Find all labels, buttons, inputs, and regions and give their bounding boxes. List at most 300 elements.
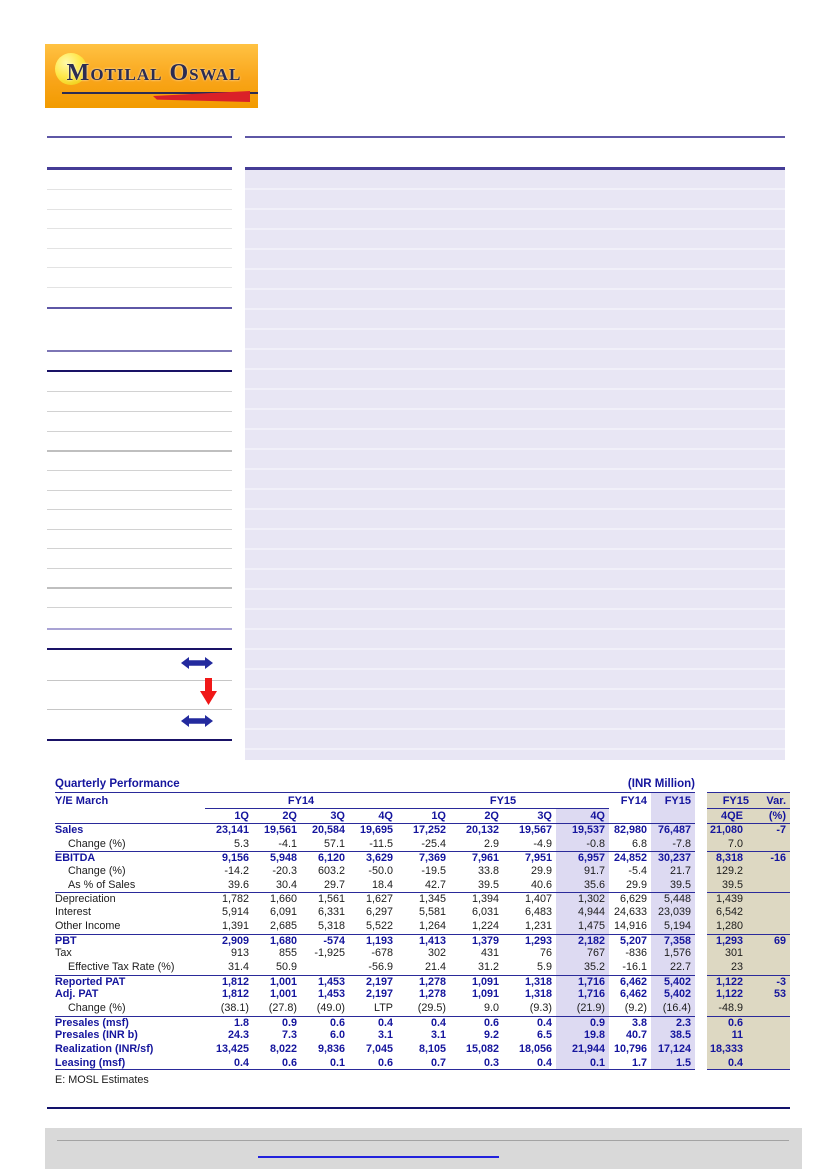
table-cell: 1,280 bbox=[707, 920, 753, 934]
table-cell: 0.4 bbox=[397, 1016, 450, 1030]
table-row bbox=[55, 838, 790, 852]
table-cell: 17,124 bbox=[651, 1043, 695, 1057]
table-cell: -3 bbox=[753, 975, 790, 989]
rule-line bbox=[707, 777, 790, 793]
column-gap bbox=[695, 824, 707, 838]
table-cell: 5,194 bbox=[651, 920, 695, 934]
table-cell: (9.3) bbox=[529, 1001, 552, 1014]
rule-line bbox=[47, 228, 232, 229]
table-cell bbox=[753, 1029, 790, 1043]
fy15-group-header: FY15 bbox=[397, 793, 609, 809]
table-cell bbox=[55, 809, 205, 824]
column-gap bbox=[695, 1002, 707, 1016]
table-cell: 22.7 bbox=[651, 961, 695, 975]
table-cell: 5,402 bbox=[651, 988, 695, 1002]
column-gap bbox=[695, 1043, 707, 1057]
table-cell: 19,537 bbox=[556, 824, 609, 838]
table-cell bbox=[753, 1057, 790, 1071]
rule-line bbox=[47, 509, 232, 510]
table-cell: 24,633 bbox=[613, 906, 647, 919]
table-cell: 1,091 bbox=[471, 988, 499, 1001]
table-cell: 1,091 bbox=[450, 975, 503, 989]
table-cell: 0.6 bbox=[450, 1016, 503, 1030]
table-cell: 19,561 bbox=[263, 824, 297, 836]
quarterly-performance-table bbox=[55, 777, 790, 1070]
table-cell: 13,425 bbox=[215, 1043, 249, 1055]
column-gap bbox=[695, 879, 707, 893]
column-gap bbox=[695, 906, 707, 920]
table-cell: 50.9 bbox=[275, 960, 297, 973]
table-cell: 24.3 bbox=[227, 1029, 249, 1042]
table-cell: 39.5 bbox=[651, 879, 695, 893]
table-cell: 42.7 bbox=[424, 878, 446, 891]
rule-line bbox=[47, 568, 232, 569]
table-cell: 9,836 bbox=[317, 1043, 345, 1055]
table-cell: 15,082 bbox=[465, 1043, 499, 1055]
table-row bbox=[55, 1002, 790, 1016]
rule-line bbox=[47, 136, 232, 138]
table-cell: 10,796 bbox=[613, 1043, 647, 1055]
row-label: Change (%) bbox=[68, 865, 126, 878]
table-cell: 855 bbox=[278, 947, 297, 960]
column-gap bbox=[695, 988, 707, 1002]
table-cell: 69 bbox=[753, 934, 790, 948]
table-cell: 1,716 bbox=[556, 975, 609, 989]
table-cell bbox=[753, 906, 790, 920]
row-label: Depreciation bbox=[55, 892, 205, 906]
table-cell: 913 bbox=[230, 947, 249, 960]
table-cell: 18.4 bbox=[371, 878, 393, 891]
row-label: PBT bbox=[55, 934, 205, 948]
table-cell: 1,293 bbox=[503, 934, 556, 948]
table-cell bbox=[301, 961, 349, 975]
table-cell: 6,297 bbox=[365, 906, 393, 919]
table-cell: 1,453 bbox=[317, 988, 345, 1001]
table-cell: 19,695 bbox=[359, 824, 393, 836]
table-row bbox=[55, 961, 790, 975]
table-cell: 302 bbox=[427, 947, 446, 960]
table-cell: 29.7 bbox=[323, 878, 345, 891]
table-cell: 39.6 bbox=[227, 878, 249, 891]
table-cell: 0.9 bbox=[253, 1016, 301, 1030]
table-cell: 9.0 bbox=[483, 1001, 499, 1014]
table-cell: 3.1 bbox=[377, 1029, 393, 1042]
table-cell: 5,914 bbox=[221, 906, 249, 919]
table-cell: 9.2 bbox=[483, 1029, 499, 1042]
table-cell: 1,812 bbox=[205, 975, 253, 989]
table-cell: (27.8) bbox=[268, 1001, 297, 1014]
rule-line bbox=[47, 431, 232, 432]
table-cell bbox=[753, 961, 790, 975]
table-cell: 2,685 bbox=[269, 919, 297, 932]
table-cell: -836 bbox=[625, 947, 647, 960]
column-header: 2Q bbox=[450, 809, 503, 824]
motilal-oswal-logo bbox=[45, 44, 258, 108]
table-cell: -19.5 bbox=[421, 865, 446, 878]
row-label: Presales (INR b) bbox=[55, 1029, 138, 1042]
table-cell: 1,224 bbox=[471, 919, 499, 932]
table-cell bbox=[753, 865, 790, 879]
table-cell: 2,909 bbox=[205, 934, 253, 948]
table-cell: 2,197 bbox=[349, 975, 397, 989]
rule-line bbox=[47, 267, 232, 268]
table-cell: 301 bbox=[707, 947, 753, 961]
table-cell: 3,629 bbox=[349, 851, 397, 865]
row-label: Tax bbox=[55, 947, 72, 960]
table-row bbox=[55, 1016, 790, 1030]
rule-line bbox=[47, 209, 232, 210]
table-cell: 1,379 bbox=[450, 934, 503, 948]
table-cell: 1,264 bbox=[418, 919, 446, 932]
table-cell: 431 bbox=[480, 947, 499, 960]
table-title-row bbox=[55, 777, 790, 793]
table-cell: 1,716 bbox=[556, 988, 609, 1002]
table-cell: 0.6 bbox=[707, 1016, 753, 1030]
table-cell: 6,091 bbox=[269, 906, 297, 919]
table-cell: 31.4 bbox=[227, 960, 249, 973]
rule-line bbox=[47, 529, 232, 530]
table-cell: 6,462 bbox=[609, 975, 651, 989]
table-cell: 1,231 bbox=[524, 919, 552, 932]
footer-link-underline[interactable] bbox=[258, 1156, 499, 1158]
table-cell: 21.4 bbox=[424, 960, 446, 973]
table-cell: 7,045 bbox=[365, 1043, 393, 1055]
table-cell: 30,237 bbox=[651, 851, 695, 865]
table-cell: 21.7 bbox=[651, 865, 695, 879]
table-row bbox=[55, 1043, 790, 1057]
table-cell: 1,001 bbox=[253, 975, 301, 989]
table-cell: 1,122 bbox=[707, 988, 753, 1002]
table-cell: 6.0 bbox=[329, 1029, 345, 1042]
table-cell: 0.9 bbox=[556, 1016, 609, 1030]
table-row bbox=[55, 879, 790, 893]
fy15-annual-header: FY15 bbox=[651, 793, 695, 809]
table-cell: 6,629 bbox=[609, 892, 651, 906]
table-cell: 76,487 bbox=[651, 824, 695, 838]
table-cell: (49.0) bbox=[316, 1001, 345, 1014]
table-cell: (21.9) bbox=[556, 1002, 609, 1016]
table-cell: 8,022 bbox=[269, 1043, 297, 1055]
chart-area-placeholder bbox=[245, 167, 785, 760]
rule-line bbox=[47, 248, 232, 249]
table-cell: 7,358 bbox=[651, 934, 695, 948]
table-row bbox=[55, 975, 790, 989]
table-cell bbox=[753, 879, 790, 893]
column-gap bbox=[695, 777, 707, 793]
column-gap bbox=[695, 1029, 707, 1043]
table-cell: 5,522 bbox=[365, 919, 393, 932]
table-cell: 33.8 bbox=[477, 865, 499, 878]
table-row bbox=[55, 906, 790, 920]
table-cell: 39.5 bbox=[477, 878, 499, 891]
row-label: Presales (msf) bbox=[55, 1016, 205, 1030]
table-cell: 6,483 bbox=[524, 906, 552, 919]
column-header: 1Q bbox=[397, 809, 450, 824]
column-gap bbox=[695, 1057, 707, 1071]
table-cell: 1,576 bbox=[651, 947, 695, 961]
table-cell: 35.6 bbox=[556, 879, 609, 893]
rule-line bbox=[47, 189, 232, 190]
rule-line bbox=[47, 548, 232, 549]
table-cell: 2.3 bbox=[651, 1016, 695, 1030]
column-gap bbox=[695, 920, 707, 934]
table-cell: 1.8 bbox=[205, 1016, 253, 1030]
table-cell: 17,252 bbox=[412, 824, 446, 836]
table-cell: 40.7 bbox=[625, 1029, 647, 1042]
table-cell: 76 bbox=[539, 947, 552, 960]
variance-header: Var. bbox=[753, 793, 790, 809]
table-cell: 19,567 bbox=[518, 824, 552, 836]
table-cell: 0.3 bbox=[450, 1057, 503, 1071]
column-gap bbox=[695, 975, 707, 989]
column-gap bbox=[695, 851, 707, 865]
table-cell: 23 bbox=[707, 961, 753, 975]
table-row bbox=[55, 824, 790, 838]
table-cell: 82,980 bbox=[613, 824, 647, 836]
table-cell: -678 bbox=[371, 947, 393, 960]
column-gap bbox=[695, 947, 707, 961]
table-cell: 2,182 bbox=[556, 934, 609, 948]
table-group-header-row bbox=[55, 793, 790, 809]
table-cell: 5,448 bbox=[651, 892, 695, 906]
table-cell: -574 bbox=[301, 934, 349, 948]
column-header: 3Q bbox=[503, 809, 556, 824]
table-cell: 1,293 bbox=[707, 934, 753, 948]
table-cell: 7,369 bbox=[397, 851, 450, 865]
table-cell: 6,120 bbox=[301, 851, 349, 865]
table-cell: -48.9 bbox=[707, 1002, 753, 1016]
table-cell: -7 bbox=[753, 824, 790, 838]
table-cell: 1,391 bbox=[221, 919, 249, 932]
column-gap bbox=[695, 892, 707, 906]
table-cell: 0.7 bbox=[397, 1057, 450, 1071]
table-cell: 1,660 bbox=[253, 892, 301, 906]
table-cell: 1.5 bbox=[651, 1057, 695, 1071]
table-cell: 7,961 bbox=[450, 851, 503, 865]
table-cell: 2,197 bbox=[365, 988, 393, 1001]
table-cell: 1,318 bbox=[524, 988, 552, 1001]
table-cell: 6,331 bbox=[317, 906, 345, 919]
table-cell: 24,852 bbox=[609, 851, 651, 865]
table-row bbox=[55, 851, 790, 865]
row-label: Effective Tax Rate (%) bbox=[68, 960, 175, 973]
table-cell: -16.1 bbox=[622, 960, 647, 973]
table-cell: 23,039 bbox=[651, 906, 695, 920]
table-row bbox=[55, 988, 790, 1002]
table-cell: -5.4 bbox=[628, 865, 647, 878]
table-cell: 39.5 bbox=[707, 879, 753, 893]
table-cell: 5.9 bbox=[536, 960, 552, 973]
table-cell: 35.2 bbox=[556, 961, 609, 975]
rule-line bbox=[47, 1107, 790, 1109]
table-cell: 1,193 bbox=[349, 934, 397, 948]
fy14-group-header: FY14 bbox=[205, 793, 397, 809]
table-cell: 3.1 bbox=[430, 1029, 446, 1042]
table-cell bbox=[753, 1016, 790, 1030]
row-label: EBITDA bbox=[55, 851, 205, 865]
rule-line bbox=[47, 607, 232, 608]
table-row bbox=[55, 1029, 790, 1043]
table-cell: -56.9 bbox=[368, 960, 393, 973]
table-cell: 38.5 bbox=[651, 1029, 695, 1043]
table-cell: -4.9 bbox=[533, 837, 552, 850]
table-cell: 8,318 bbox=[707, 851, 753, 865]
table-cell: 29.9 bbox=[530, 865, 552, 878]
table-cell: 1,453 bbox=[301, 975, 349, 989]
table-cell: 0.6 bbox=[301, 1016, 349, 1030]
table-cell: 5,402 bbox=[651, 975, 695, 989]
column-gap bbox=[695, 793, 707, 809]
row-label: Adj. PAT bbox=[55, 988, 99, 1001]
table-cell: (38.1) bbox=[220, 1001, 249, 1014]
table-cell: 0.4 bbox=[349, 1016, 397, 1030]
column-header: 1Q bbox=[205, 809, 253, 824]
table-row bbox=[55, 947, 790, 961]
table-cell bbox=[753, 947, 790, 961]
rule-line bbox=[47, 307, 232, 309]
row-label: Sales bbox=[55, 824, 84, 836]
column-gap bbox=[695, 934, 707, 948]
table-cell: 1,627 bbox=[349, 892, 397, 906]
table-cell: 0.6 bbox=[349, 1057, 397, 1071]
fy15-estimate-header: FY15 bbox=[707, 793, 753, 809]
column-gap bbox=[695, 809, 707, 824]
column-header bbox=[609, 809, 651, 824]
table-row bbox=[55, 934, 790, 948]
table-cell: 6,031 bbox=[471, 906, 499, 919]
table-cell: 6.8 bbox=[631, 837, 647, 850]
table-cell: 1,413 bbox=[397, 934, 450, 948]
table-cell: 1,394 bbox=[450, 892, 503, 906]
table-cell: 91.7 bbox=[556, 865, 609, 879]
table-cell: -14.2 bbox=[224, 865, 249, 878]
table-cell: 1,122 bbox=[707, 975, 753, 989]
row-label: As % of Sales bbox=[68, 878, 136, 891]
table-row bbox=[55, 1057, 790, 1071]
table-cell: 8,105 bbox=[418, 1043, 446, 1055]
table-cell: 0.4 bbox=[503, 1016, 556, 1030]
rule-line bbox=[245, 136, 785, 138]
table-row bbox=[55, 920, 790, 934]
table-cell: 6.5 bbox=[536, 1029, 552, 1042]
sideways-arrow-icon bbox=[180, 656, 214, 675]
table-cell: 1,278 bbox=[418, 988, 446, 1001]
table-cell bbox=[753, 838, 790, 852]
rule-line bbox=[47, 628, 232, 630]
table-cell: 1,680 bbox=[253, 934, 301, 948]
table-cell: 5,581 bbox=[418, 906, 446, 919]
table-row bbox=[55, 892, 790, 906]
table-cell: 1,001 bbox=[269, 988, 297, 1001]
table-row bbox=[55, 865, 790, 879]
column-header: (%) bbox=[753, 809, 790, 824]
ye-march-label: Y/E March bbox=[55, 795, 109, 807]
table-cell: 0.6 bbox=[253, 1057, 301, 1071]
table-cell: 7.3 bbox=[281, 1029, 297, 1042]
column-gap bbox=[695, 1016, 707, 1030]
table-cell: 1,782 bbox=[205, 892, 253, 906]
table-cell: 1,812 bbox=[221, 988, 249, 1001]
table-cell: 4,944 bbox=[556, 906, 609, 920]
table-cell: 129.2 bbox=[707, 865, 753, 879]
table-cell: 0.4 bbox=[707, 1057, 753, 1071]
column-header: 4Q bbox=[349, 809, 397, 824]
table-cell: 767 bbox=[556, 947, 609, 961]
table-cell: 1,407 bbox=[503, 892, 556, 906]
table-cell: LTP bbox=[374, 1001, 393, 1014]
table-cell: 21,944 bbox=[556, 1043, 609, 1057]
table-cell: 31.2 bbox=[477, 960, 499, 973]
table-cell: 20,584 bbox=[311, 824, 345, 836]
down-arrow-icon bbox=[200, 678, 217, 710]
row-label: Change (%) bbox=[68, 837, 126, 850]
rule-line bbox=[47, 287, 232, 288]
rule-line bbox=[47, 391, 232, 392]
table-unit: (INR Million) bbox=[627, 778, 695, 790]
column-gap bbox=[695, 838, 707, 852]
column-header: 3Q bbox=[301, 809, 349, 824]
table-cell: 5,207 bbox=[609, 934, 651, 948]
rule-line bbox=[47, 648, 232, 650]
rule-line bbox=[47, 450, 232, 452]
table-cell: 6,462 bbox=[619, 988, 647, 1001]
sideways-arrow-icon bbox=[180, 714, 214, 733]
row-label: Change (%) bbox=[68, 1001, 126, 1014]
table-cell: 40.6 bbox=[530, 878, 552, 891]
table-cell bbox=[753, 1043, 790, 1057]
table-cell: 1,439 bbox=[707, 892, 753, 906]
column-header: 2Q bbox=[253, 809, 301, 824]
table-subheader-row bbox=[55, 809, 790, 824]
table-cell: 11 bbox=[707, 1029, 753, 1043]
table-cell: 57.1 bbox=[323, 837, 345, 850]
table-cell: 0.4 bbox=[205, 1057, 253, 1071]
table-cell: 5.3 bbox=[233, 837, 249, 850]
rule-line bbox=[47, 167, 232, 170]
table-cell: (29.5) bbox=[417, 1001, 446, 1014]
table-cell: 7,951 bbox=[503, 851, 556, 865]
table-cell: -20.3 bbox=[272, 865, 297, 878]
table-cell: 5,948 bbox=[253, 851, 301, 865]
table-cell: 19.8 bbox=[556, 1029, 609, 1043]
table-cell: -1,925 bbox=[314, 947, 345, 960]
table-cell: -50.0 bbox=[368, 865, 393, 878]
column-header bbox=[651, 809, 695, 824]
rule-line bbox=[47, 470, 232, 471]
table-cell: 7.0 bbox=[707, 838, 753, 852]
table-cell bbox=[753, 920, 790, 934]
rule-line bbox=[47, 370, 232, 372]
table-cell: -25.4 bbox=[421, 837, 446, 850]
column-header: 4QE bbox=[707, 809, 753, 824]
row-label: Interest bbox=[55, 906, 92, 919]
table-cell bbox=[753, 892, 790, 906]
table-cell: 14,916 bbox=[613, 919, 647, 932]
table-cell: 6,542 bbox=[707, 906, 753, 920]
table-cell: 2.9 bbox=[483, 837, 499, 850]
table-cell: 9,156 bbox=[205, 851, 253, 865]
table-title: Quarterly Performance bbox=[55, 778, 180, 790]
table-cell: 1,345 bbox=[397, 892, 450, 906]
table-cell: 1.7 bbox=[609, 1057, 651, 1071]
table-cell: -11.5 bbox=[369, 837, 393, 850]
table-cell: 1,278 bbox=[397, 975, 450, 989]
rule-line bbox=[47, 587, 232, 589]
table-cell: -7.8 bbox=[651, 838, 695, 852]
table-cell: 18,056 bbox=[518, 1043, 552, 1055]
table-cell: 1,302 bbox=[556, 892, 609, 906]
rule-line bbox=[57, 1140, 789, 1141]
